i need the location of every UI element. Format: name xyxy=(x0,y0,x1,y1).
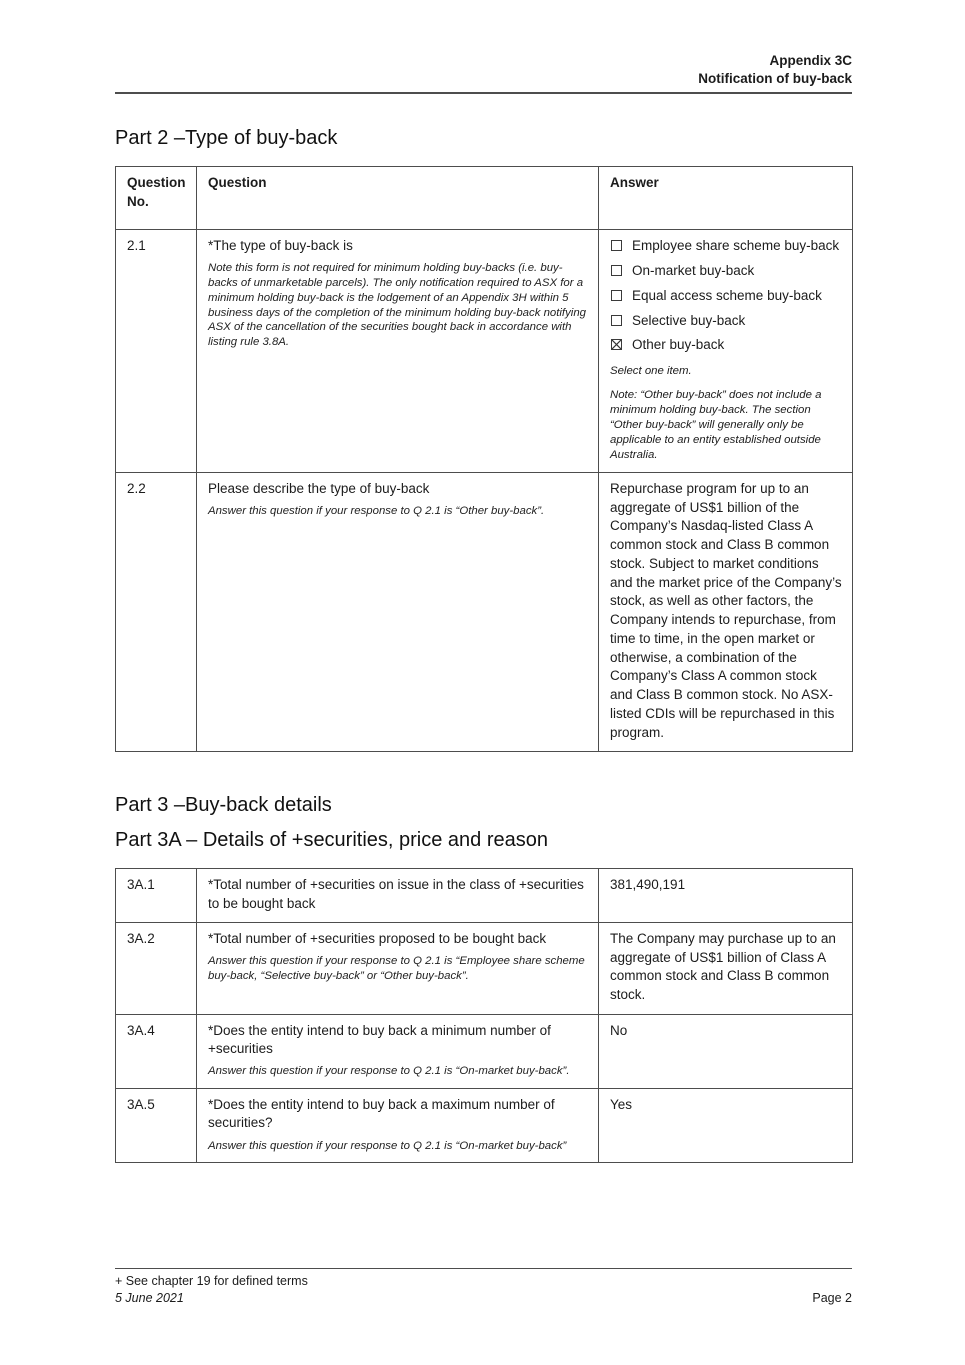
answer-text: Repurchase program for up to an aggregate of US$1 billion of the Company’s Nasdaq-listed Class A common stock and Class B common stock. Subject to market conditions and the market price of the Company’s stock, as well as other factors, the Company intends to repurchase, from time to time, in the open market or otherwise, a combination of the Company’s Class A common stock and Class B common stock. No ASX-listed CDIs will be repurchased in this program. xyxy=(610,480,842,740)
question-no: 2.1 xyxy=(116,229,197,472)
question-no: 2.2 xyxy=(116,472,197,752)
question-no: 3A.1 xyxy=(116,869,197,922)
header-answer: Answer xyxy=(599,167,853,229)
option-label: Selective buy-back xyxy=(632,312,746,328)
question-no: 3A.5 xyxy=(116,1089,197,1163)
part2-table-header-row xyxy=(116,167,853,229)
answer-text: The Company may purchase up to an aggregate of US$1 billion of Class A common stock and Class B common stock. xyxy=(610,930,836,1003)
question-cell xyxy=(197,472,599,752)
question-title: Please describe the type of buy-back xyxy=(208,480,430,496)
question-cell xyxy=(197,1089,599,1163)
header-question: Question xyxy=(197,167,599,229)
option-label: Employee share scheme buy-back xyxy=(632,237,840,253)
answer-text: 381,490,191 xyxy=(610,877,686,893)
table-row-3a-1 xyxy=(116,869,853,922)
question-title: *The type of buy-back is xyxy=(208,237,353,253)
checkbox-option xyxy=(610,287,843,306)
question-no: 3A.4 xyxy=(116,1014,197,1088)
table-row-2-2 xyxy=(116,472,853,752)
form-title: Notification of buy-back xyxy=(698,71,852,87)
question-title: *Total number of +securities proposed to be bought back xyxy=(208,930,547,946)
question-no: 3A.2 xyxy=(116,922,197,1014)
part3a-title: Part 3A – Details of +securities, price and reason xyxy=(115,829,549,852)
page-number: Page 2 xyxy=(812,1291,852,1305)
answer-cell xyxy=(599,472,853,752)
part2-table xyxy=(115,166,853,752)
answer-cell xyxy=(599,922,853,1014)
appendix-label: Appendix 3C xyxy=(769,53,852,68)
question-note: Answer this question if your response to Q 2.1 is “On-market buy-back”. xyxy=(208,1065,570,1078)
question-note: Answer this question if your response to Q 2.1 is “Other buy-back”. xyxy=(208,505,545,518)
checkbox-option xyxy=(610,312,843,331)
footer-date: 5 June 2021 xyxy=(115,1291,184,1305)
checkbox-unchecked-icon xyxy=(611,290,622,301)
checkbox-option xyxy=(610,237,843,256)
part2-title: Part 2 –Type of buy-back xyxy=(115,127,338,150)
option-label: Equal access scheme buy-back xyxy=(632,287,822,303)
answer-note: Note: “Other buy-back” does not include a minimum holding buy-back. The section “Other buy-back” will generally only be applicable to an entity established outside Australia. xyxy=(610,388,822,461)
question-cell xyxy=(197,869,599,922)
answer-text: Yes xyxy=(610,1097,633,1113)
checkbox-unchecked-icon xyxy=(611,240,622,251)
header-question-no: Question No. xyxy=(116,167,197,229)
question-cell xyxy=(197,922,599,1014)
header-rule xyxy=(115,92,852,94)
part3-title: Part 3 –Buy-back details xyxy=(115,794,332,817)
answer-text: No xyxy=(610,1022,628,1038)
page-footer xyxy=(115,1268,852,1305)
question-note: Answer this question if your response to Q 2.1 is “On-market buy-back” xyxy=(208,1139,567,1152)
question-title: *Total number of +securities on issue in the class of +securities to be bought back xyxy=(208,877,584,911)
question-title: *Does the entity intend to buy back a maximum number of securities? xyxy=(208,1097,555,1131)
defined-terms-note: + See chapter 19 for defined terms xyxy=(115,1274,308,1288)
answer-cell xyxy=(599,229,853,472)
checkbox-option xyxy=(610,262,843,281)
part3a-table xyxy=(115,868,853,1163)
option-label: On-market buy-back xyxy=(632,262,755,278)
table-row-2-1 xyxy=(116,229,853,472)
question-note: Note this form is not required for minimum holding buy-backs (i.e. buy-backs of unmarketable parcels). The only notification required to ASX for a minimum holding buy-back is the lodgement of an Appendix 3H within 5 business days of the completion of the minimum holding buy-back notifying ASX of the cancellation of the securities bought back in accordance with listing rule 3.8A. xyxy=(208,262,586,349)
checkbox-unchecked-icon xyxy=(611,315,622,326)
answer-cell xyxy=(599,869,853,922)
question-cell xyxy=(197,1014,599,1088)
question-note: Answer this question if your response to Q 2.1 is “Employee share scheme buy-back, “Selective buy-back” or “Other buy-back”. xyxy=(208,955,585,982)
question-cell xyxy=(197,229,599,472)
checkbox-option xyxy=(610,336,843,355)
checkbox-checked-icon xyxy=(611,339,622,350)
table-row-3a-4 xyxy=(116,1014,853,1088)
question-title: *Does the entity intend to buy back a minimum number of +securities xyxy=(208,1022,551,1057)
select-hint: Select one item. xyxy=(610,365,692,378)
table-row-3a-2 xyxy=(116,922,853,1014)
page-header xyxy=(115,52,852,88)
option-label: Other buy-back xyxy=(632,337,725,353)
answer-cell xyxy=(599,1014,853,1088)
checkbox-unchecked-icon xyxy=(611,265,622,276)
answer-cell xyxy=(599,1089,853,1163)
table-row-3a-5 xyxy=(116,1089,853,1163)
footer-rule xyxy=(115,1268,852,1269)
